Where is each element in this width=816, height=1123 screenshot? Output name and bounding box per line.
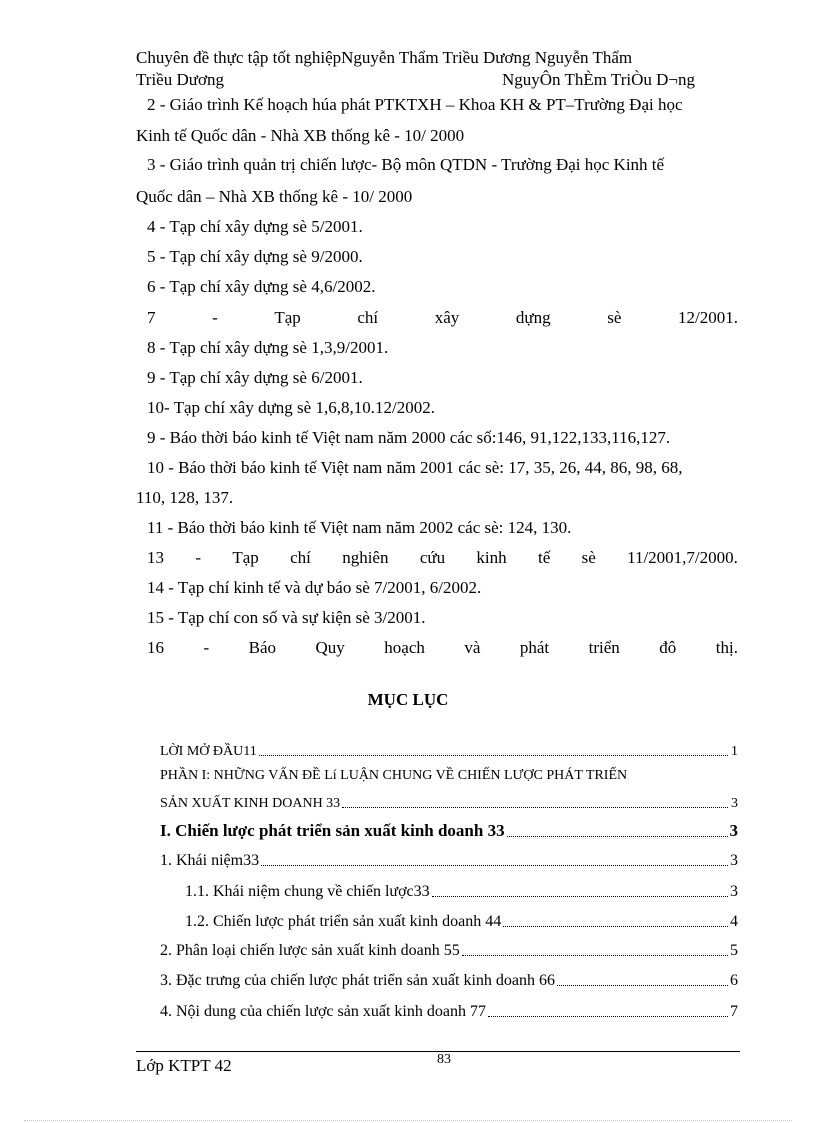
reference-item: 6 - Tạp chí xây dựng sè 4,6/2002. <box>147 277 376 296</box>
toc-entry[interactable]: 1.2. Chiến lược phát triển sản xuất kinh doanh 44 4 <box>185 913 738 930</box>
reference-item-justified: 7 - Tạp chí xây dựng sè 12/2001. <box>147 308 738 327</box>
reference-item: 110, 128, 137. <box>136 488 234 507</box>
header-line-2-right: NguyÔn ThÈm TriÒu D¬ng <box>502 70 695 89</box>
toc-entry[interactable]: 3. Đặc trưng của chiến lược phát triển sản xuất kinh doanh 66 6 <box>160 972 738 989</box>
reference-item: 9 - Báo thời báo kinh tế Việt nam năm 2000 các số:146, 91,122,133,116,127. <box>147 428 671 447</box>
reference-item: 2 - Giáo trình Kế hoạch húa phát PTKTXH – Khoa KH & PT–Trường Đại học <box>147 95 683 114</box>
reference-item: 8 - Tạp chí xây dựng sè 1,3,9/2001. <box>147 338 389 357</box>
reference-item: 10 - Báo thời báo kinh tế Việt nam năm 2001 các sè: 17, 35, 26, 44, 86, 98, 68, <box>147 458 683 477</box>
toc-entry[interactable]: SẢN XUẤT KINH DOANH 33 3 <box>160 796 738 811</box>
reference-item: 3 - Giáo trình quản trị chiến lược- Bộ môn QTDN - Trường Đại học Kinh tế <box>147 155 665 174</box>
reference-item: 15 - Tạp chí con số và sự kiện sè 3/2001. <box>147 608 426 627</box>
toc-entry[interactable]: 4. Nội dung của chiến lược sản xuất kinh doanh 77 7 <box>160 1003 738 1020</box>
toc-entry[interactable]: LỜI MỞ ĐẦU11 1 <box>160 744 738 759</box>
reference-item: Kinh tế Quốc dân - Nhà XB thống kê - 10/ 2000 <box>136 126 465 145</box>
toc-entry[interactable]: PHẦN I: NHỮNG VẤN ĐỀ Lí LUẬN CHUNG VỀ CHIẾN LƯỢC PHÁT TRIỂN <box>160 768 628 783</box>
footer-page-number: 83 <box>437 1052 451 1067</box>
reference-item: 4 - Tạp chí xây dựng sè 5/2001. <box>147 217 363 236</box>
reference-item: 14 - Tạp chí kinh tế và dự báo sè 7/2001, 6/2002. <box>147 578 482 597</box>
reference-item: 11 - Báo thời báo kinh tế Việt nam năm 2002 các sè: 124, 130. <box>147 518 572 537</box>
reference-item: 5 - Tạp chí xây dựng sè 9/2000. <box>147 247 363 266</box>
reference-item-justified: 16 - Báo Quy hoạch và phát triển đô thị. <box>147 638 738 657</box>
header-line-2-left: Triều Dương <box>136 70 224 89</box>
reference-item: 10- Tạp chí xây dựng sè 1,6,8,10.12/2002. <box>147 398 435 417</box>
toc-entry[interactable]: 2. Phân loại chiến lược sản xuất kinh doanh 55 5 <box>160 942 738 959</box>
toc-entry[interactable]: 1.1. Khái niệm chung về chiến lược33 3 <box>185 883 738 900</box>
toc-entry[interactable]: 1. Khái niệm33 3 <box>160 852 738 869</box>
footer-class-label: Lớp KTPT 42 <box>136 1056 232 1075</box>
page-bottom-border <box>24 1120 792 1121</box>
header-line-1: Chuyên đề thực tập tốt nghiệpNguyễn Thẩm Triều Dương Nguyễn Thẩm <box>136 48 633 67</box>
toc-title: MỤC LỤC <box>367 690 449 709</box>
toc-entry[interactable]: I. Chiến lược phát triển sản xuất kinh doanh 33 3 <box>160 821 738 840</box>
reference-item-justified: 13 - Tạp chí nghiên cứu kinh tế sè 11/2001,7/2000. <box>147 548 738 567</box>
reference-item: Quốc dân – Nhà XB thống kê - 10/ 2000 <box>136 187 413 206</box>
reference-item: 9 - Tạp chí xây dựng sè 6/2001. <box>147 368 363 387</box>
